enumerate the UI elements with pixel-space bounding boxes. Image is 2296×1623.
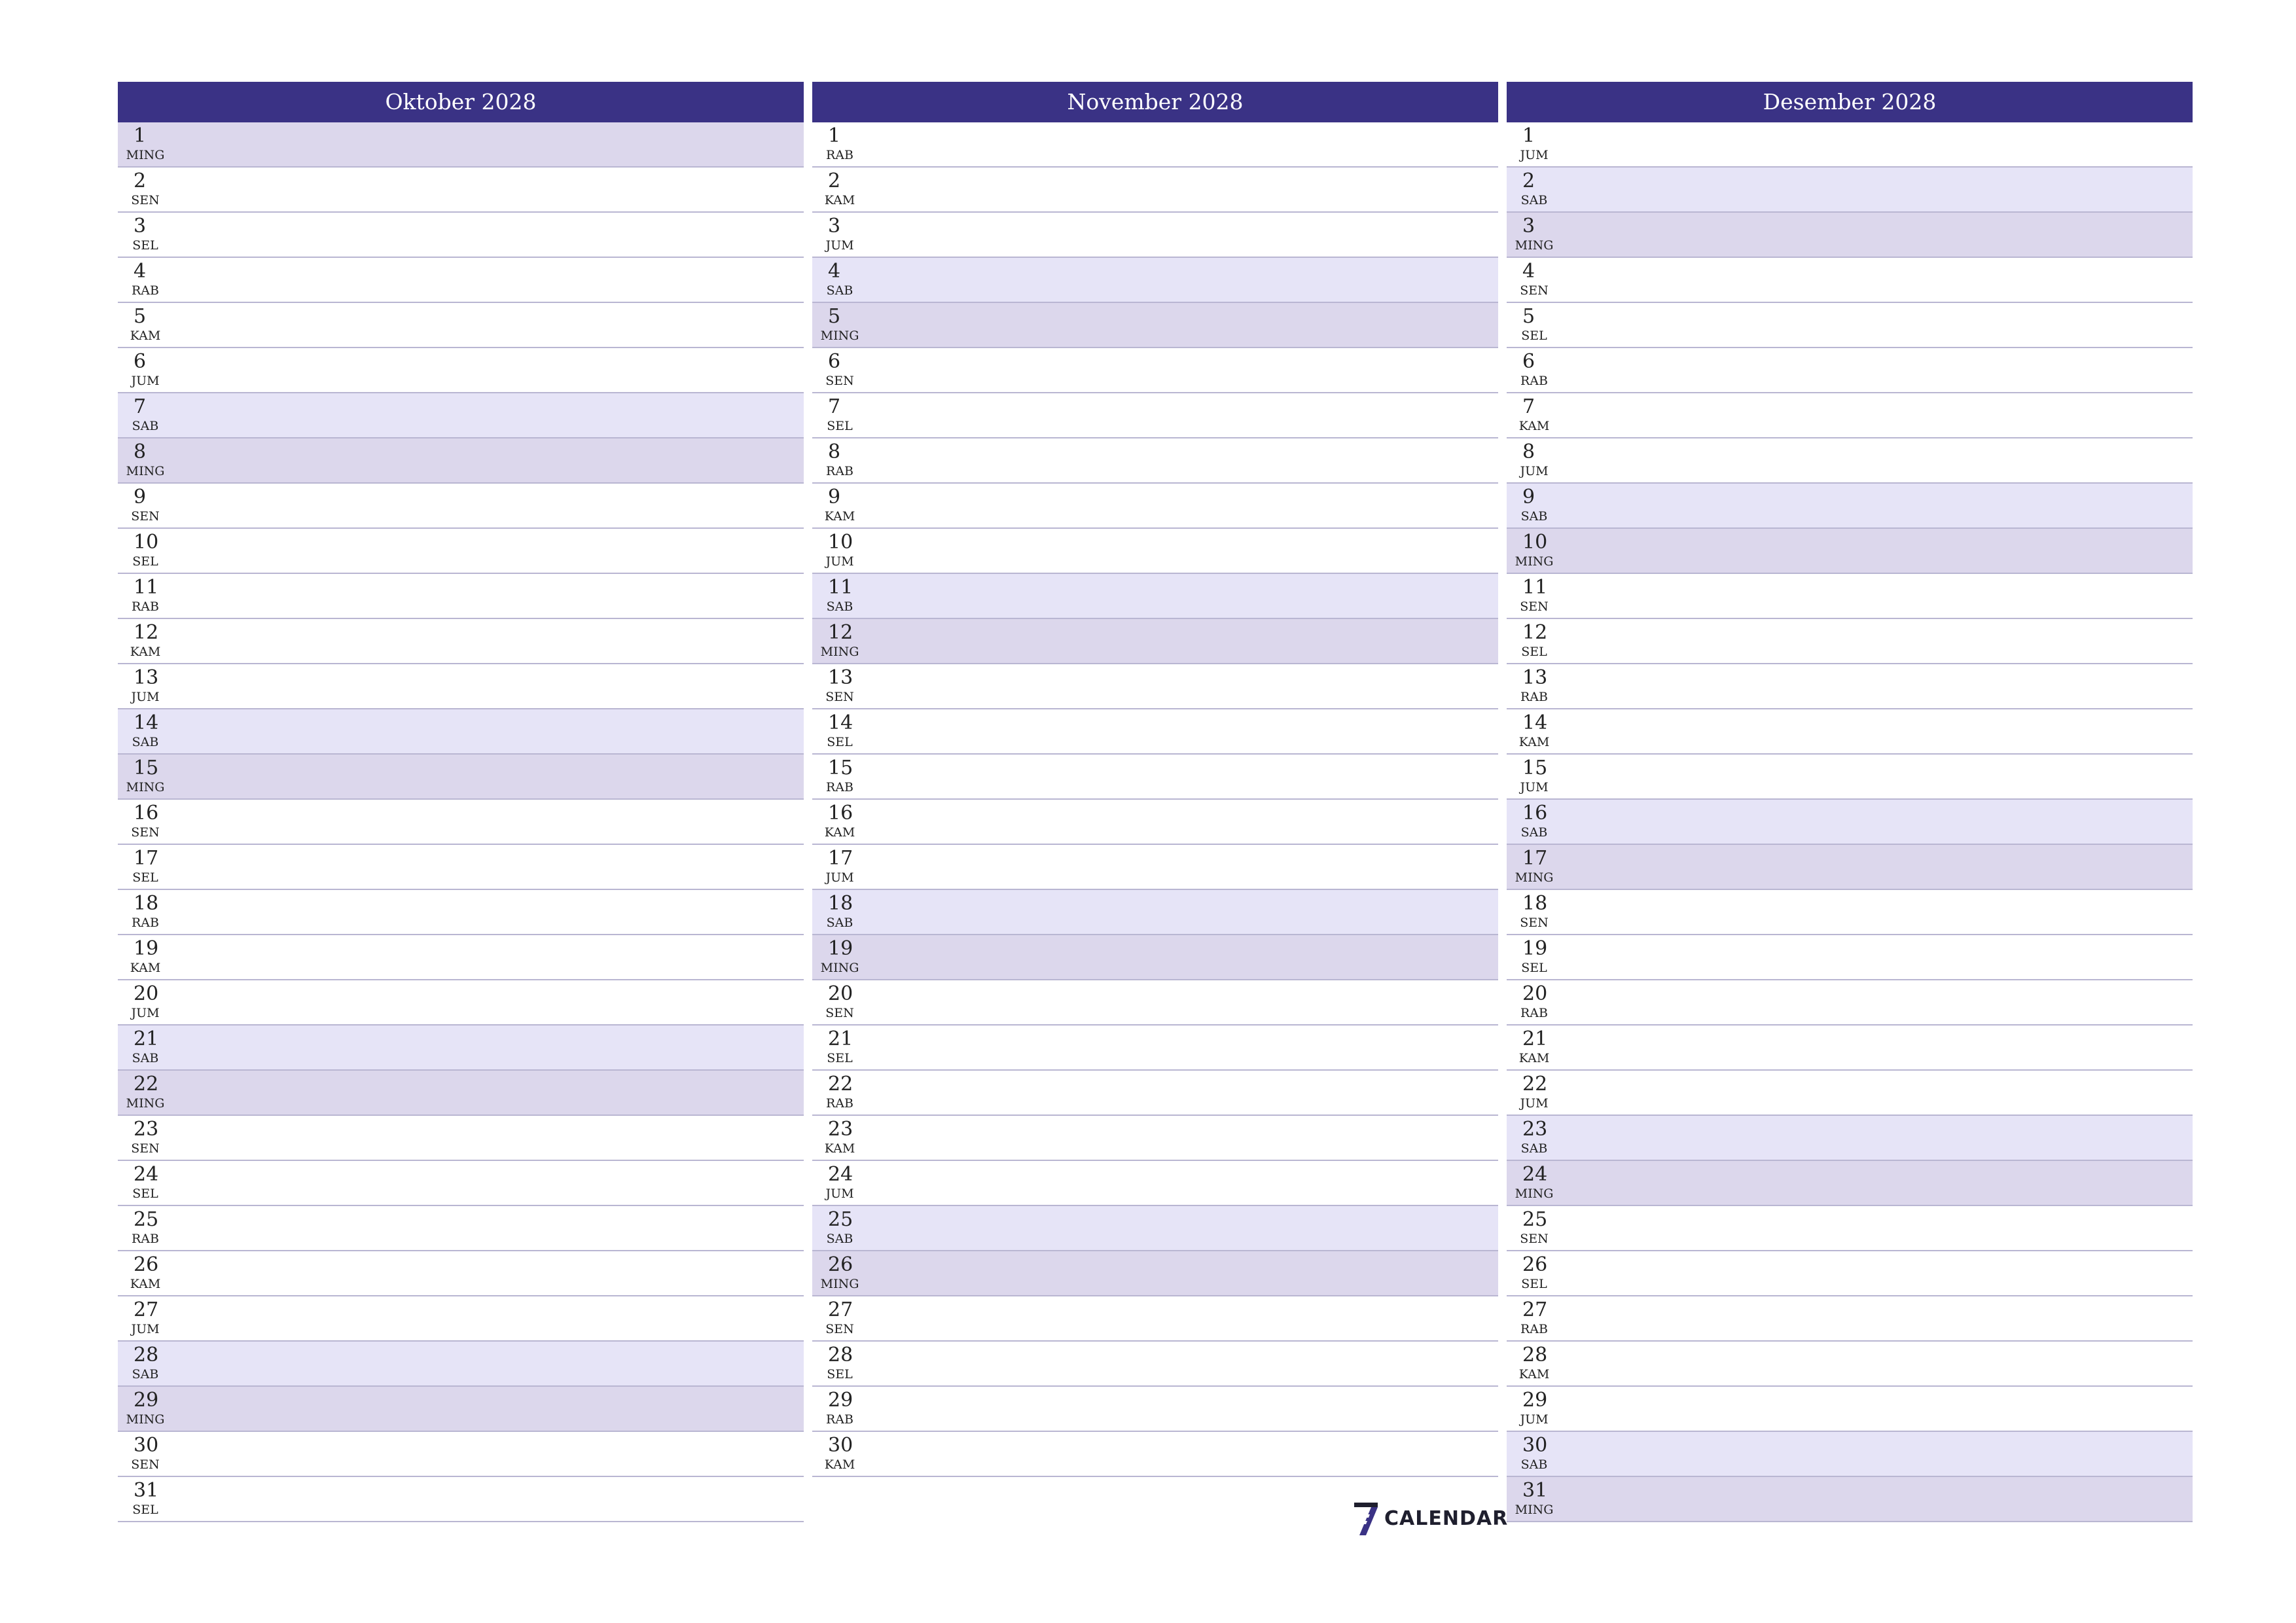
- weekday-name: SEN: [1520, 1232, 1549, 1246]
- day-number: 9: [1522, 486, 1535, 508]
- weekday-name: SEN: [1520, 916, 1549, 930]
- day-number: 31: [134, 1479, 159, 1502]
- month-column-november: [812, 82, 1498, 1477]
- day-number: 9: [828, 486, 841, 508]
- weekday-name: SEN: [1520, 283, 1549, 298]
- day-row: [118, 664, 804, 709]
- weekday-name: SEL: [1521, 645, 1547, 659]
- day-number: 24: [1522, 1163, 1548, 1186]
- day-row: [1507, 800, 2193, 845]
- day-number: 30: [828, 1434, 853, 1457]
- day-number: 17: [1522, 847, 1548, 870]
- weekday-name: SEN: [131, 1457, 160, 1472]
- weekday-name: SEL: [132, 1503, 158, 1517]
- day-number: 23: [828, 1118, 853, 1141]
- day-number: 1: [828, 124, 841, 147]
- day-row: [1507, 1387, 2193, 1432]
- day-row: [118, 1477, 804, 1522]
- weekday-name: RAB: [1520, 374, 1548, 388]
- day-row: [1507, 168, 2193, 213]
- day-row: [118, 168, 804, 213]
- day-list: [118, 122, 804, 1522]
- day-number: 5: [134, 305, 147, 328]
- weekday-name: MING: [126, 1412, 165, 1427]
- day-row: [812, 619, 1498, 664]
- day-number: 24: [134, 1163, 159, 1186]
- day-number: 8: [1522, 440, 1535, 463]
- day-row: [812, 258, 1498, 303]
- weekday-name: JUM: [1520, 1412, 1549, 1427]
- day-row: [812, 845, 1498, 890]
- weekday-name: SEN: [131, 193, 160, 207]
- day-row: [1507, 393, 2193, 438]
- weekday-name: SAB: [1520, 193, 1548, 207]
- day-number: 28: [828, 1344, 853, 1366]
- day-row: [118, 709, 804, 755]
- day-row: [118, 438, 804, 484]
- day-row: [812, 1387, 1498, 1432]
- day-number: 1: [1522, 124, 1535, 147]
- weekday-name: RAB: [826, 1096, 853, 1111]
- day-number: 19: [134, 937, 159, 960]
- day-number: 19: [1522, 937, 1548, 960]
- day-number: 26: [1522, 1253, 1548, 1276]
- weekday-name: MING: [1515, 238, 1554, 253]
- weekday-name: SAB: [132, 1051, 159, 1065]
- weekday-name: KAM: [1518, 735, 1550, 749]
- day-row: [812, 438, 1498, 484]
- day-row: [812, 484, 1498, 529]
- weekday-name: RAB: [826, 148, 853, 162]
- weekday-name: SAB: [1520, 1457, 1548, 1472]
- day-number: 29: [828, 1389, 853, 1412]
- day-list: [812, 122, 1498, 1477]
- weekday-name: JUM: [1520, 1096, 1549, 1111]
- weekday-name: MING: [820, 329, 859, 343]
- weekday-name: SEN: [131, 1141, 160, 1156]
- day-list: [1507, 122, 2193, 1522]
- day-number: 24: [828, 1163, 853, 1186]
- weekday-name: KAM: [824, 825, 855, 840]
- day-row: [812, 755, 1498, 800]
- day-number: 23: [134, 1118, 159, 1141]
- day-number: 22: [828, 1073, 853, 1096]
- day-row: [1507, 1432, 2193, 1477]
- day-number: 16: [828, 802, 853, 825]
- weekday-name: JUM: [825, 1186, 854, 1201]
- day-number: 5: [828, 305, 841, 328]
- day-row: [1507, 438, 2193, 484]
- seven-logo-icon: [1352, 1500, 1380, 1537]
- day-row: [118, 1342, 804, 1387]
- day-row: [1507, 890, 2193, 935]
- weekday-name: JUM: [131, 1006, 160, 1020]
- day-row: [118, 619, 804, 664]
- day-row: [118, 1161, 804, 1206]
- day-row: [1507, 1026, 2193, 1071]
- weekday-name: KAM: [130, 645, 161, 659]
- day-row: [118, 1116, 804, 1161]
- day-row: [118, 1206, 804, 1251]
- day-number: 18: [828, 892, 853, 915]
- day-number: 25: [1522, 1208, 1548, 1231]
- weekday-name: JUM: [825, 238, 854, 253]
- day-number: 26: [134, 1253, 159, 1276]
- day-row: [812, 574, 1498, 619]
- day-row: [1507, 1477, 2193, 1522]
- day-number: 15: [1522, 757, 1548, 779]
- day-number: 6: [828, 350, 841, 373]
- day-number: 11: [828, 576, 853, 599]
- day-row: [118, 303, 804, 348]
- weekday-name: JUM: [1520, 148, 1549, 162]
- day-number: 14: [134, 711, 159, 734]
- weekday-name: SEL: [1521, 329, 1547, 343]
- day-row: [812, 800, 1498, 845]
- day-number: 30: [1522, 1434, 1548, 1457]
- day-number: 13: [134, 666, 159, 689]
- day-number: 7: [134, 395, 147, 418]
- day-number: 13: [1522, 666, 1548, 689]
- day-number: 21: [828, 1027, 853, 1050]
- weekday-name: KAM: [824, 1457, 855, 1472]
- day-row: [1507, 484, 2193, 529]
- day-number: 6: [134, 350, 147, 373]
- day-row: [1507, 664, 2193, 709]
- weekday-name: RAB: [826, 1412, 853, 1427]
- weekday-name: MING: [820, 961, 859, 975]
- weekday-name: RAB: [826, 464, 853, 478]
- day-row: [118, 1432, 804, 1477]
- day-row: [118, 845, 804, 890]
- day-row: [812, 303, 1498, 348]
- month-column-oktober: [118, 82, 804, 1522]
- day-row: [812, 1251, 1498, 1296]
- day-row: [812, 935, 1498, 980]
- day-row: [1507, 1296, 2193, 1342]
- day-number: 10: [1522, 531, 1548, 554]
- day-number: 22: [134, 1073, 159, 1096]
- day-row: [1507, 1071, 2193, 1116]
- weekday-name: MING: [1515, 554, 1554, 569]
- day-row: [118, 348, 804, 393]
- weekday-name: KAM: [1518, 1367, 1550, 1382]
- weekday-name: JUM: [131, 690, 160, 704]
- weekday-name: MING: [126, 464, 165, 478]
- day-row: [118, 258, 804, 303]
- day-number: 21: [1522, 1027, 1548, 1050]
- day-number: 27: [828, 1298, 853, 1321]
- weekday-name: JUM: [1520, 780, 1549, 794]
- weekday-name: KAM: [130, 1277, 161, 1291]
- day-number: 23: [1522, 1118, 1548, 1141]
- day-row: [1507, 348, 2193, 393]
- weekday-name: SAB: [132, 419, 159, 433]
- day-number: 16: [134, 802, 159, 825]
- weekday-name: SEL: [1521, 961, 1547, 975]
- weekday-name: KAM: [824, 509, 855, 524]
- day-row: [118, 755, 804, 800]
- day-number: 13: [828, 666, 853, 689]
- weekday-name: JUM: [131, 374, 160, 388]
- day-number: 2: [134, 169, 147, 192]
- day-number: 20: [828, 982, 853, 1005]
- weekday-name: MING: [1515, 1186, 1554, 1201]
- day-number: 30: [134, 1434, 159, 1457]
- brand-text: CALENDAR: [1384, 1507, 1509, 1530]
- day-number: 7: [828, 395, 841, 418]
- day-number: 28: [134, 1344, 159, 1366]
- weekday-name: KAM: [130, 961, 161, 975]
- day-number: 3: [134, 215, 147, 238]
- day-number: 18: [134, 892, 159, 915]
- weekday-name: MING: [126, 780, 165, 794]
- weekday-name: RAB: [1520, 1006, 1548, 1020]
- day-number: 26: [828, 1253, 853, 1276]
- day-number: 25: [134, 1208, 159, 1231]
- day-number: 1: [134, 124, 147, 147]
- day-number: 10: [134, 531, 159, 554]
- day-row: [812, 1432, 1498, 1477]
- day-row: [812, 1342, 1498, 1387]
- day-row: [812, 168, 1498, 213]
- day-number: 31: [1522, 1479, 1548, 1502]
- weekday-name: SEN: [825, 690, 854, 704]
- weekday-name: RAB: [826, 780, 853, 794]
- day-number: 11: [1522, 576, 1548, 599]
- day-number: 8: [828, 440, 841, 463]
- day-number: 27: [134, 1298, 159, 1321]
- day-number: 6: [1522, 350, 1535, 373]
- weekday-name: MING: [1515, 1503, 1554, 1517]
- weekday-name: SAB: [826, 599, 853, 614]
- weekday-name: RAB: [132, 1232, 159, 1246]
- day-number: 25: [828, 1208, 853, 1231]
- weekday-name: RAB: [132, 916, 159, 930]
- day-row: [812, 529, 1498, 574]
- weekday-name: SAB: [1520, 1141, 1548, 1156]
- day-row: [812, 1161, 1498, 1206]
- weekday-name: SEN: [825, 1006, 854, 1020]
- day-number: 18: [1522, 892, 1548, 915]
- day-number: 8: [134, 440, 147, 463]
- day-row: [812, 393, 1498, 438]
- day-row: [1507, 1116, 2193, 1161]
- day-number: 28: [1522, 1344, 1548, 1366]
- day-row: [812, 1116, 1498, 1161]
- day-number: 19: [828, 937, 853, 960]
- day-number: 5: [1522, 305, 1535, 328]
- day-number: 27: [1522, 1298, 1548, 1321]
- day-number: 17: [828, 847, 853, 870]
- weekday-name: KAM: [1518, 419, 1550, 433]
- weekday-name: SEL: [132, 238, 158, 253]
- day-number: 29: [1522, 1389, 1548, 1412]
- day-number: 16: [1522, 802, 1548, 825]
- day-row: [812, 1206, 1498, 1251]
- day-number: 29: [134, 1389, 159, 1412]
- day-number: 4: [828, 260, 841, 283]
- day-number: 4: [1522, 260, 1535, 283]
- day-row: [1507, 122, 2193, 168]
- calendar-grid: [118, 82, 2179, 1544]
- day-row: [812, 709, 1498, 755]
- weekday-name: JUM: [131, 1322, 160, 1336]
- day-row: [812, 348, 1498, 393]
- weekday-name: KAM: [130, 329, 161, 343]
- day-row: [118, 122, 804, 168]
- weekday-name: SEL: [1521, 1277, 1547, 1291]
- day-row: [118, 574, 804, 619]
- weekday-name: JUM: [825, 554, 854, 569]
- day-number: 3: [828, 215, 841, 238]
- day-row: [812, 664, 1498, 709]
- weekday-name: SAB: [826, 283, 853, 298]
- day-row: [118, 890, 804, 935]
- day-number: 12: [134, 621, 159, 644]
- day-number: 2: [828, 169, 841, 192]
- weekday-name: SEN: [825, 1322, 854, 1336]
- day-row: [118, 1071, 804, 1116]
- day-row: [1507, 574, 2193, 619]
- weekday-name: SAB: [132, 735, 159, 749]
- month-column-desember: [1507, 82, 2193, 1522]
- day-row: [1507, 1251, 2193, 1296]
- weekday-name: MING: [1515, 870, 1554, 885]
- month-header: Oktober 2028: [118, 82, 804, 122]
- day-number: 22: [1522, 1073, 1548, 1096]
- day-number: 15: [828, 757, 853, 779]
- day-row: [118, 393, 804, 438]
- weekday-name: JUM: [1520, 464, 1549, 478]
- day-row: [1507, 709, 2193, 755]
- day-number: 20: [1522, 982, 1548, 1005]
- weekday-name: MING: [820, 1277, 859, 1291]
- day-row: [118, 213, 804, 258]
- weekday-name: SEL: [132, 1186, 158, 1201]
- weekday-name: SEL: [132, 870, 158, 885]
- day-row: [118, 980, 804, 1026]
- weekday-name: SEL: [827, 1367, 853, 1382]
- day-row: [1507, 619, 2193, 664]
- day-row: [118, 935, 804, 980]
- day-number: 12: [1522, 621, 1548, 644]
- day-row: [1507, 1206, 2193, 1251]
- day-number: 2: [1522, 169, 1535, 192]
- day-row: [1507, 303, 2193, 348]
- day-number: 20: [134, 982, 159, 1005]
- day-row: [812, 1296, 1498, 1342]
- weekday-name: SEL: [132, 554, 158, 569]
- day-row: [118, 1251, 804, 1296]
- day-number: 9: [134, 486, 147, 508]
- weekday-name: SAB: [826, 916, 853, 930]
- weekday-name: SEL: [827, 419, 853, 433]
- weekday-name: KAM: [824, 1141, 855, 1156]
- day-row: [118, 484, 804, 529]
- brand-logo: [1352, 1499, 1508, 1538]
- day-number: 14: [828, 711, 853, 734]
- day-row: [1507, 1342, 2193, 1387]
- day-row: [812, 980, 1498, 1026]
- day-number: 10: [828, 531, 853, 554]
- month-header: Desember 2028: [1507, 82, 2193, 122]
- day-row: [1507, 213, 2193, 258]
- day-number: 17: [134, 847, 159, 870]
- day-row: [1507, 935, 2193, 980]
- day-row: [118, 800, 804, 845]
- day-row: [1507, 845, 2193, 890]
- day-row: [1507, 980, 2193, 1026]
- day-row: [118, 1296, 804, 1342]
- weekday-name: KAM: [1518, 1051, 1550, 1065]
- day-row: [118, 529, 804, 574]
- weekday-name: RAB: [132, 283, 159, 298]
- weekday-name: SEN: [825, 374, 854, 388]
- weekday-name: SAB: [1520, 825, 1548, 840]
- day-row: [118, 1387, 804, 1432]
- weekday-name: MING: [126, 148, 165, 162]
- weekday-name: MING: [820, 645, 859, 659]
- weekday-name: SAB: [1520, 509, 1548, 524]
- day-number: 11: [134, 576, 159, 599]
- day-row: [1507, 258, 2193, 303]
- day-number: 21: [134, 1027, 159, 1050]
- month-header: November 2028: [812, 82, 1498, 122]
- day-row: [812, 213, 1498, 258]
- day-row: [1507, 529, 2193, 574]
- day-row: [812, 122, 1498, 168]
- day-number: 7: [1522, 395, 1535, 418]
- day-row: [812, 890, 1498, 935]
- weekday-name: KAM: [824, 193, 855, 207]
- day-row: [118, 1026, 804, 1071]
- weekday-name: SAB: [826, 1232, 853, 1246]
- weekday-name: SEL: [827, 1051, 853, 1065]
- day-row: [812, 1026, 1498, 1071]
- day-number: 15: [134, 757, 159, 779]
- day-row: [812, 1071, 1498, 1116]
- weekday-name: RAB: [1520, 1322, 1548, 1336]
- weekday-name: SEL: [827, 735, 853, 749]
- weekday-name: SEN: [131, 509, 160, 524]
- day-number: 12: [828, 621, 853, 644]
- day-row: [1507, 755, 2193, 800]
- weekday-name: RAB: [132, 599, 159, 614]
- day-number: 3: [1522, 215, 1535, 238]
- weekday-name: MING: [126, 1096, 165, 1111]
- weekday-name: SAB: [132, 1367, 159, 1382]
- day-number: 4: [134, 260, 147, 283]
- weekday-name: RAB: [1520, 690, 1548, 704]
- day-number: 14: [1522, 711, 1548, 734]
- weekday-name: JUM: [825, 870, 854, 885]
- day-row: [1507, 1161, 2193, 1206]
- weekday-name: SEN: [1520, 599, 1549, 614]
- weekday-name: SEN: [131, 825, 160, 840]
